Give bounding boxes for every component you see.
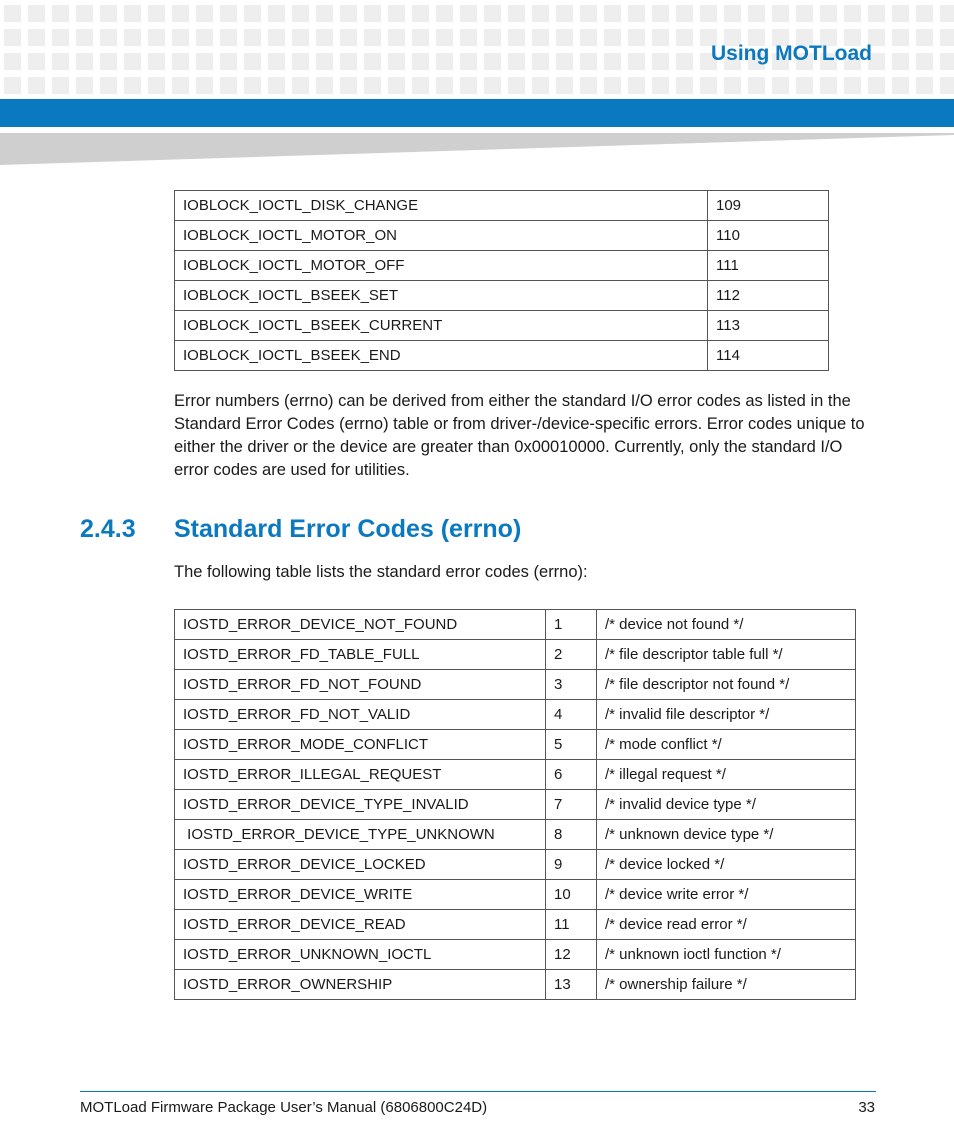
pattern-square	[364, 29, 381, 46]
ioctl-name-cell: IOBLOCK_IOCTL_BSEEK_END	[175, 341, 708, 371]
pattern-square	[172, 77, 189, 94]
table-row	[175, 790, 856, 820]
pattern-square	[844, 77, 861, 94]
errno-comment-cell: /* file descriptor not found */	[597, 670, 856, 700]
errno-comment-cell: /* device locked */	[597, 850, 856, 880]
errno-name-cell: IOSTD_ERROR_OWNERSHIP	[175, 970, 546, 1000]
table-row	[175, 341, 829, 371]
pattern-square	[460, 77, 477, 94]
pattern-square	[196, 29, 213, 46]
pattern-square	[340, 5, 357, 22]
pattern-square	[556, 53, 573, 70]
pattern-square	[580, 53, 597, 70]
pattern-square	[508, 5, 525, 22]
pattern-square	[580, 5, 597, 22]
pattern-square	[484, 5, 501, 22]
header-gray-swoosh	[0, 127, 954, 167]
pattern-square	[148, 77, 165, 94]
pattern-square	[724, 5, 741, 22]
pattern-square	[388, 53, 405, 70]
pattern-square	[604, 5, 621, 22]
pattern-square	[700, 5, 717, 22]
pattern-square	[532, 5, 549, 22]
pattern-square	[292, 5, 309, 22]
ioctl-value-cell: 112	[708, 281, 829, 311]
pattern-square	[436, 29, 453, 46]
ioctl-value-cell: 110	[708, 221, 829, 251]
pattern-square	[364, 5, 381, 22]
pattern-square	[748, 77, 765, 94]
table-intro-paragraph: The following table lists the standard error codes (errno):	[174, 563, 588, 581]
ioctl-value-cell: 113	[708, 311, 829, 341]
table-row	[175, 670, 856, 700]
errno-code-cell: 2	[546, 640, 597, 670]
pattern-square	[940, 77, 954, 94]
errno-comment-cell: /* file descriptor table full */	[597, 640, 856, 670]
pattern-square	[484, 29, 501, 46]
pattern-square	[148, 53, 165, 70]
pattern-square	[436, 5, 453, 22]
pattern-square	[604, 29, 621, 46]
errno-name-cell: IOSTD_ERROR_UNKNOWN_IOCTL	[175, 940, 546, 970]
errno-code-cell: 9	[546, 850, 597, 880]
pattern-square	[220, 77, 237, 94]
header-blue-bar	[0, 99, 954, 127]
pattern-square	[124, 77, 141, 94]
pattern-square	[220, 29, 237, 46]
pattern-square	[940, 29, 954, 46]
pattern-square	[676, 29, 693, 46]
pattern-square	[388, 29, 405, 46]
pattern-square	[940, 5, 954, 22]
errno-code-cell: 12	[546, 940, 597, 970]
pattern-square	[508, 29, 525, 46]
pattern-square	[412, 53, 429, 70]
ioctl-name-cell: IOBLOCK_IOCTL_BSEEK_SET	[175, 281, 708, 311]
pattern-square	[76, 53, 93, 70]
pattern-square	[196, 77, 213, 94]
errno-comment-cell: /* unknown device type */	[597, 820, 856, 850]
table-row	[175, 311, 829, 341]
errno-code-cell: 1	[546, 610, 597, 640]
pattern-square	[580, 29, 597, 46]
pattern-square	[628, 5, 645, 22]
page-number: 33	[858, 1099, 875, 1116]
pattern-square	[28, 53, 45, 70]
pattern-square	[652, 29, 669, 46]
errno-name-cell: IOSTD_ERROR_DEVICE_TYPE_INVALID	[175, 790, 546, 820]
errno-code-cell: 6	[546, 760, 597, 790]
errno-comment-cell: /* invalid device type */	[597, 790, 856, 820]
pattern-square	[268, 29, 285, 46]
pattern-square	[52, 77, 69, 94]
ioctl-name-cell: IOBLOCK_IOCTL_MOTOR_ON	[175, 221, 708, 251]
errno-code-cell: 5	[546, 730, 597, 760]
pattern-square	[388, 77, 405, 94]
pattern-square	[604, 53, 621, 70]
pattern-square	[4, 53, 21, 70]
errno-name-cell: IOSTD_ERROR_DEVICE_READ	[175, 910, 546, 940]
pattern-square	[556, 5, 573, 22]
pattern-square	[772, 5, 789, 22]
errno-name-cell: IOSTD_ERROR_FD_TABLE_FULL	[175, 640, 546, 670]
pattern-square	[172, 29, 189, 46]
errno-comment-cell: /* device read error */	[597, 910, 856, 940]
pattern-square	[340, 29, 357, 46]
ioctl-value-cell: 109	[708, 191, 829, 221]
errno-code-cell: 7	[546, 790, 597, 820]
pattern-square	[796, 77, 813, 94]
pattern-square	[652, 77, 669, 94]
footer-rule	[80, 1091, 876, 1092]
pattern-square	[892, 5, 909, 22]
pattern-square	[388, 5, 405, 22]
table-row	[175, 191, 829, 221]
pattern-square	[820, 77, 837, 94]
pattern-square	[916, 29, 933, 46]
ioctl-code-table	[174, 190, 829, 371]
pattern-square	[292, 29, 309, 46]
pattern-square	[244, 77, 261, 94]
pattern-square	[100, 29, 117, 46]
pattern-square	[28, 29, 45, 46]
errno-name-cell: IOSTD_ERROR_DEVICE_TYPE_UNKNOWN	[175, 820, 546, 850]
pattern-square	[316, 53, 333, 70]
pattern-square	[844, 5, 861, 22]
pattern-square	[484, 77, 501, 94]
ioctl-value-cell: 114	[708, 341, 829, 371]
section-title: Standard Error Codes (errno)	[174, 515, 522, 543]
pattern-square	[4, 77, 21, 94]
errno-name-cell: IOSTD_ERROR_FD_NOT_FOUND	[175, 670, 546, 700]
errno-comment-cell: /* mode conflict */	[597, 730, 856, 760]
pattern-square	[892, 53, 909, 70]
pattern-square	[460, 53, 477, 70]
pattern-square	[892, 77, 909, 94]
pattern-square	[436, 77, 453, 94]
table-row	[175, 910, 856, 940]
pattern-square	[172, 53, 189, 70]
pattern-square	[508, 53, 525, 70]
pattern-square	[28, 77, 45, 94]
pattern-square	[580, 77, 597, 94]
pattern-square	[172, 5, 189, 22]
pattern-square	[628, 53, 645, 70]
pattern-square	[52, 29, 69, 46]
pattern-square	[100, 5, 117, 22]
pattern-square	[196, 5, 213, 22]
errno-comment-cell: /* unknown ioctl function */	[597, 940, 856, 970]
pattern-square	[316, 5, 333, 22]
table-row	[175, 880, 856, 910]
pattern-square	[796, 5, 813, 22]
errno-code-cell: 8	[546, 820, 597, 850]
errno-code-cell: 4	[546, 700, 597, 730]
table-row	[175, 730, 856, 760]
ioctl-name-cell: IOBLOCK_IOCTL_BSEEK_CURRENT	[175, 311, 708, 341]
table-row	[175, 940, 856, 970]
errno-comment-cell: /* device not found */	[597, 610, 856, 640]
pattern-square	[76, 77, 93, 94]
table-row	[175, 251, 829, 281]
pattern-square	[556, 77, 573, 94]
pattern-square	[244, 29, 261, 46]
running-header-title: Using MOTLoad	[711, 42, 872, 65]
pattern-square	[340, 53, 357, 70]
pattern-square	[676, 5, 693, 22]
errno-name-cell: IOSTD_ERROR_MODE_CONFLICT	[175, 730, 546, 760]
pattern-square	[772, 77, 789, 94]
pattern-square	[436, 53, 453, 70]
pattern-square	[748, 5, 765, 22]
pattern-square	[508, 77, 525, 94]
pattern-square	[700, 77, 717, 94]
pattern-square	[76, 5, 93, 22]
pattern-square	[604, 77, 621, 94]
table-row	[175, 820, 856, 850]
pattern-square	[148, 5, 165, 22]
pattern-square	[268, 5, 285, 22]
pattern-square	[916, 77, 933, 94]
pattern-square	[316, 29, 333, 46]
pattern-square	[220, 53, 237, 70]
pattern-square	[4, 5, 21, 22]
errno-name-cell: IOSTD_ERROR_DEVICE_WRITE	[175, 880, 546, 910]
pattern-square	[76, 29, 93, 46]
table-row	[175, 760, 856, 790]
errno-name-cell: IOSTD_ERROR_DEVICE_NOT_FOUND	[175, 610, 546, 640]
pattern-square	[940, 53, 954, 70]
ioctl-value-cell: 111	[708, 251, 829, 281]
pattern-square	[148, 29, 165, 46]
table-row	[175, 281, 829, 311]
table-row	[175, 850, 856, 880]
pattern-square	[4, 29, 21, 46]
pattern-square	[292, 53, 309, 70]
ioctl-name-cell: IOBLOCK_IOCTL_DISK_CHANGE	[175, 191, 708, 221]
errno-code-cell: 10	[546, 880, 597, 910]
table-row	[175, 700, 856, 730]
pattern-square	[124, 53, 141, 70]
pattern-square	[676, 53, 693, 70]
pattern-square	[268, 77, 285, 94]
pattern-square	[316, 77, 333, 94]
errno-comment-cell: /* illegal request */	[597, 760, 856, 790]
pattern-square	[532, 29, 549, 46]
pattern-square	[244, 5, 261, 22]
pattern-square	[628, 29, 645, 46]
errno-name-cell: IOSTD_ERROR_FD_NOT_VALID	[175, 700, 546, 730]
pattern-square	[820, 5, 837, 22]
pattern-square	[340, 77, 357, 94]
pattern-square	[364, 53, 381, 70]
pattern-square	[652, 5, 669, 22]
table-row	[175, 610, 856, 640]
pattern-square	[868, 77, 885, 94]
pattern-square	[364, 77, 381, 94]
pattern-square	[412, 5, 429, 22]
pattern-square	[100, 77, 117, 94]
pattern-square	[124, 5, 141, 22]
pattern-square	[484, 53, 501, 70]
pattern-square	[628, 77, 645, 94]
pattern-square	[676, 77, 693, 94]
pattern-square	[532, 53, 549, 70]
errno-comment-cell: /* invalid file descriptor */	[597, 700, 856, 730]
errno-code-cell: 13	[546, 970, 597, 1000]
errno-name-cell: IOSTD_ERROR_DEVICE_LOCKED	[175, 850, 546, 880]
errno-description-paragraph: Error numbers (errno) can be derived from either the standard I/O error codes as listed in the Standard Error Codes (errno) table or from driver-/device-specific errors. Error codes unique to either the driver or the device are greater than 0x00010000. Currently, only the standard I/O error codes are used for utilities.	[174, 392, 865, 479]
pattern-square	[196, 53, 213, 70]
pattern-square	[52, 53, 69, 70]
pattern-square	[460, 5, 477, 22]
errno-code-table	[174, 609, 856, 1000]
table-row	[175, 970, 856, 1000]
table-row	[175, 640, 856, 670]
pattern-square	[916, 5, 933, 22]
pattern-square	[724, 77, 741, 94]
pattern-square	[652, 53, 669, 70]
pattern-square	[868, 5, 885, 22]
errno-code-cell: 11	[546, 910, 597, 940]
pattern-square	[412, 77, 429, 94]
ioctl-name-cell: IOBLOCK_IOCTL_MOTOR_OFF	[175, 251, 708, 281]
footer-document-title: MOTLoad Firmware Package User’s Manual (6806800C24D)	[80, 1099, 488, 1116]
pattern-square	[52, 5, 69, 22]
section-number: 2.4.3	[80, 515, 136, 543]
pattern-square	[892, 29, 909, 46]
pattern-square	[220, 5, 237, 22]
errno-comment-cell: /* device write error */	[597, 880, 856, 910]
pattern-square	[412, 29, 429, 46]
table-row	[175, 221, 829, 251]
pattern-square	[532, 77, 549, 94]
pattern-square	[268, 53, 285, 70]
pattern-square	[100, 53, 117, 70]
errno-comment-cell: /* ownership failure */	[597, 970, 856, 1000]
errno-code-cell: 3	[546, 670, 597, 700]
pattern-square	[916, 53, 933, 70]
pattern-square	[292, 77, 309, 94]
pattern-square	[124, 29, 141, 46]
pattern-square	[28, 5, 45, 22]
errno-name-cell: IOSTD_ERROR_ILLEGAL_REQUEST	[175, 760, 546, 790]
pattern-square	[556, 29, 573, 46]
pattern-square	[460, 29, 477, 46]
pattern-square	[244, 53, 261, 70]
